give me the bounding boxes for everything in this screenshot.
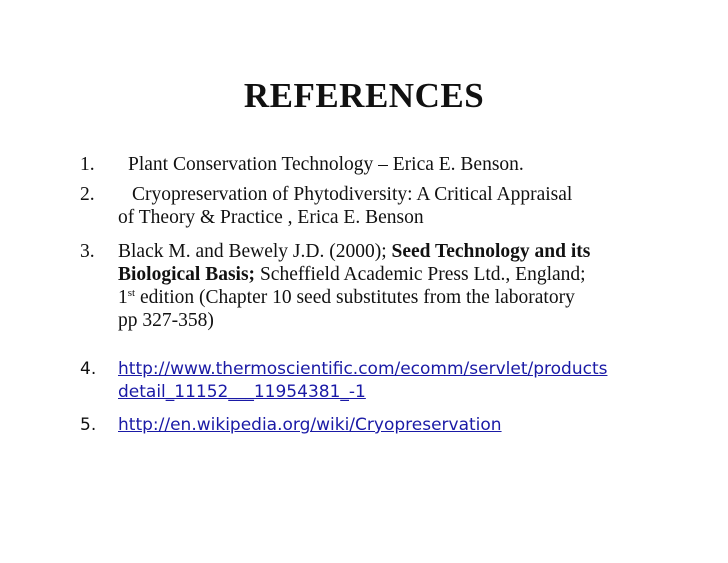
reference-number: 5.: [80, 415, 97, 435]
reference-number: 1.: [80, 154, 95, 175]
reference-authors: Black M. and Bewely J.D. (2000);: [118, 241, 392, 262]
reference-text-line-3: [118, 286, 680, 309]
reference-link-line-2[interactable]: detail_11152___11954381_-1: [118, 382, 366, 402]
reference-text-line-2: of Theory & Practice , Erica E. Benson: [118, 207, 424, 228]
reference-book-title: Seed Technology and its: [391, 241, 591, 262]
reference-4: [80, 358, 680, 404]
page-title: REFERENCES: [243, 76, 485, 115]
reference-publisher: Scheffield Academic Press Ltd., England;: [255, 264, 586, 285]
reference-text-line-4: pp 327-358): [118, 310, 214, 331]
reference-text-line-1: Cryopreservation of Phytodiversity: A Critical Appraisal: [132, 184, 573, 205]
reference-text-line-1: [118, 240, 680, 263]
reference-number: 3.: [80, 241, 95, 262]
reference-edition-number: 1: [118, 287, 128, 308]
reference-book-title-cont: Biological Basis;: [118, 264, 256, 285]
reference-link-line-1[interactable]: http://www.thermoscientific.com/ecomm/servlet/products: [118, 359, 608, 379]
reference-edition-text: edition (Chapter 10 seed substitutes from the laboratory: [135, 287, 575, 308]
reference-2: [80, 183, 680, 229]
reference-1: [80, 153, 680, 176]
reference-5: [80, 414, 680, 437]
reference-number: 4.: [80, 359, 97, 379]
reference-3: [80, 240, 680, 332]
reference-text-line-2: [118, 263, 680, 286]
reference-text: Plant Conservation Technology – Erica E. Benson.: [128, 154, 524, 175]
reference-edition-suffix: st: [127, 287, 136, 299]
reference-number: 2.: [80, 184, 95, 205]
reference-link[interactable]: http://en.wikipedia.org/wiki/Cryopreservation: [118, 415, 502, 435]
